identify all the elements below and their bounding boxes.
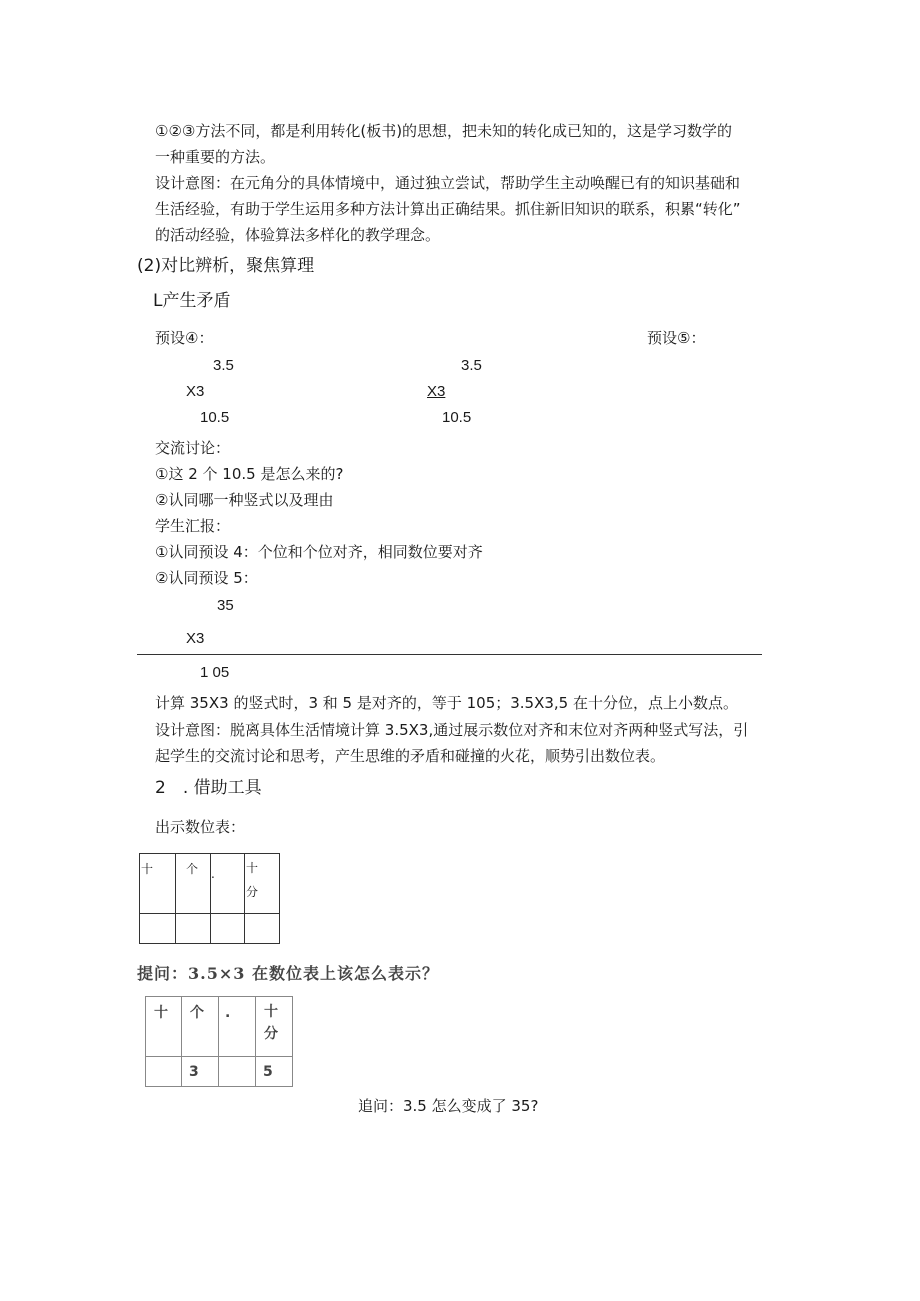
pv1-tens: 十 [141,862,154,876]
pv2-tenths-b: 分 [264,1026,278,1042]
calc-mid-result: 10.5 [442,409,472,426]
tool-heading: 2 . 借助工具 [155,778,262,798]
discussion-question-1: ①这 2 个 10.5 是怎么来的? [155,465,344,483]
pv2-tenths-a: 十 [264,1004,278,1020]
calc-mid-multiplier: X3 [427,383,446,400]
pv2-ones-value: 3 [189,1064,199,1080]
calc-35-multiplicand: 35 [217,597,234,614]
intro-line-1: ①②③方法不同，都是利用转化(板书)的思想，把未知的转化成已知的，这是学习数学的 [155,122,733,140]
explain-line: 计算 35X3 的竖式时，3 和 5 是对齐的，等于 105；3.5X3,5 在十分位，点上小数点。 [155,694,738,712]
preset-4-label: 预设④： [155,329,214,347]
calc-left-multiplier: X3 [186,383,205,400]
pv1-decimal-point: . [211,867,215,881]
pv2-ones: 个 [190,1005,204,1021]
followup-question: 追问：3.5 怎么变成了 35? [358,1097,539,1115]
design-intent-line-1: 设计意图：在元角分的具体情境中，通过独立尝试，帮助学生主动唤醒已有的知识基础和 [155,174,741,192]
pv2-tens: 十 [154,1005,168,1021]
calc-mid-multiplicand: 3.5 [461,357,482,374]
subheading-contradiction: L产生矛盾 [153,291,231,311]
pv1-cell-empty [211,914,245,944]
pv1-cell-empty [245,914,280,944]
design-intent-line-2: 生活经验，有助于学生运用多种方法计算出正确结果。抓住新旧知识的联系，积累“转化” [155,200,741,218]
calc-left-multiplicand: 3.5 [213,357,234,374]
explain-intent-1: 设计意图：脱离具体生活情境计算 3.5X3,通过展示数位对齐和末位对齐两种竖式写法，引 [155,721,749,739]
pv1-tenths-a: 十 [246,861,259,875]
place-value-table-1 [139,853,280,944]
pv2-cell-empty [219,1057,256,1087]
pv1-tenths-b: 分 [246,885,259,899]
student-report-1: ①认同预设 4：个位和个位对齐，相同数位要对齐 [155,543,483,561]
calc-divider-line [137,654,762,655]
calc-35-result: 1 05 [200,664,230,681]
question-text: 提问：3.5×3 在数位表上该怎么表示？ [137,964,439,983]
section-heading: (2)对比辨析，聚焦算理 [137,256,315,276]
pv1-cell-empty [140,914,176,944]
design-intent-line-3: 的活动经验，体验算法多样化的教学理念。 [155,226,441,244]
discussion-question-2: ②认同哪一种竖式以及理由 [155,491,334,509]
student-report-title: 学生汇报： [155,517,231,535]
place-value-table-2 [145,996,293,1087]
pv2-tenths-value: 5 [263,1064,273,1080]
discussion-title: 交流讨论： [155,439,231,457]
show-place-value-table: 出示数位表： [155,818,246,836]
pv1-cell-empty [176,914,211,944]
pv2-cell-empty [146,1057,182,1087]
intro-line-2: 一种重要的方法。 [155,148,276,166]
explain-intent-2: 起学生的交流讨论和思考，产生思维的矛盾和碰撞的火花，顺势引出数位表。 [155,747,666,765]
calc-35-multiplier: X3 [186,630,205,647]
calc-left-result: 10.5 [200,409,230,426]
preset-5-label: 预设⑤： [647,329,706,347]
pv1-ones: 个 [186,862,199,876]
student-report-2: ②认同预设 5： [155,569,258,587]
pv2-decimal-point: . [225,1005,231,1021]
